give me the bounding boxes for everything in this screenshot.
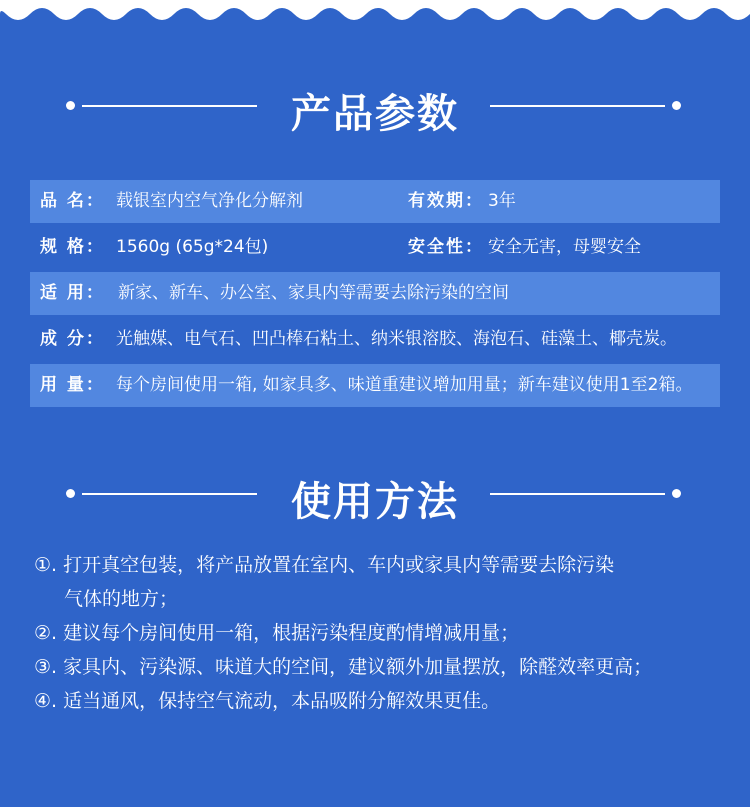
usage-step-continuation: 气体的地方； [64,588,179,610]
spec-value: 1560g (65g*24包) [116,237,269,257]
spec-table [30,180,720,410]
spec-row [30,318,720,361]
section-header-product-params [0,76,750,136]
spec-row [30,272,720,315]
spec-label: 有效期： [408,191,484,211]
spec-value: 载银室内空气净化分解剂 [116,191,303,211]
spec-value: 3年 [488,191,516,211]
spec-value: 每个房间使用一箱, 如家具多、味道重建议增加用量；新车建议使用1至2箱。 [116,375,693,395]
usage-step: ②. 建议每个房间使用一箱，根据污染程度酌情增减用量； [34,622,520,644]
spec-row [30,364,720,407]
usage-step: ④. 适当通风，保持空气流动，本品吸附分解效果更佳。 [34,690,501,712]
spec-row [30,226,720,269]
usage-steps-list [34,548,724,718]
section-title: 使用方法 [291,479,459,525]
header-dot [672,101,681,110]
usage-step: ①. 打开真空包装，将产品放置在室内、车内或家具内等需要去除污染 [34,554,615,576]
spec-value: 安全无害，母婴安全 [488,237,641,257]
usage-step: ③. 家具内、污染源、味道大的空间，建议额外加量摆放，除醛效率更高； [34,656,653,678]
header-line [490,493,665,495]
spec-value: 新家、新车、办公室、家具内等需要去除污染的空间 [118,283,509,303]
top-wave-border [0,0,750,30]
spec-label: 规 格： [40,237,105,257]
header-dot [672,489,681,498]
section-header-usage [0,464,750,524]
spec-row [30,180,720,223]
spec-value: 光触媒、电气石、凹凸棒石粘土、纳米银溶胶、海泡石、硅藻土、椰壳炭。 [116,329,677,349]
header-line [490,105,665,107]
spec-label: 成 分： [40,329,105,349]
spec-label: 品 名： [40,191,105,211]
spec-label: 安全性： [408,237,484,257]
spec-label: 适 用： [40,283,105,303]
section-title: 产品参数 [291,91,459,137]
spec-label: 用 量： [40,375,105,395]
